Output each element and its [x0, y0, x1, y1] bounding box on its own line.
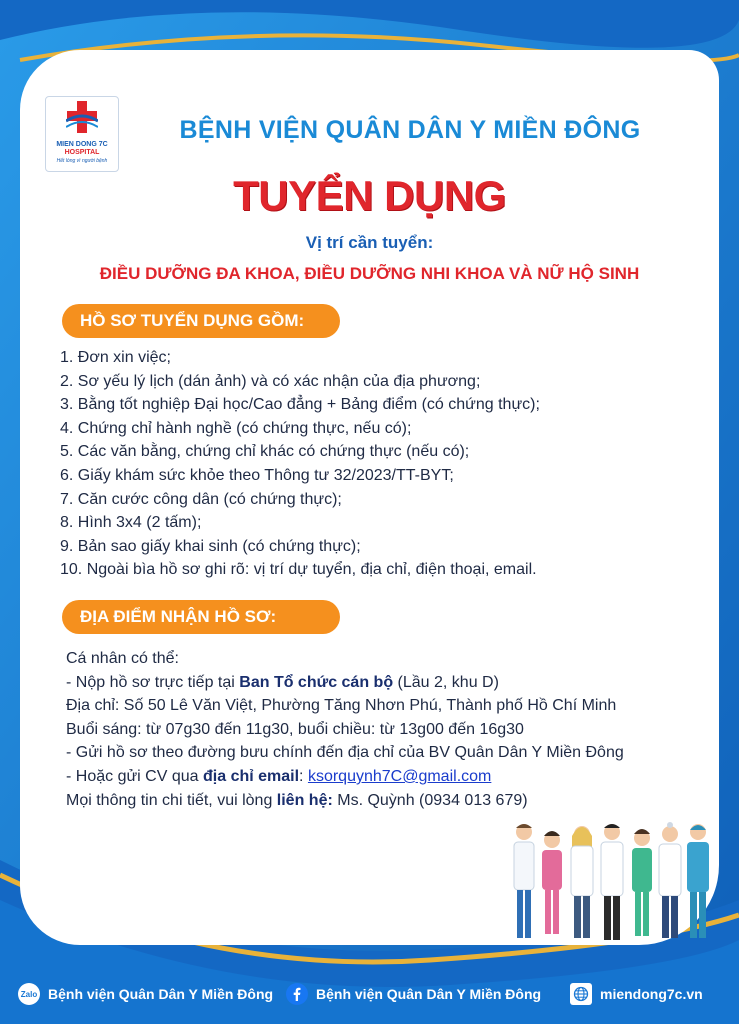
submission-details	[66, 647, 706, 812]
list-item: 4. Chứng chỉ hành nghề (có chứng thực, nếu có);	[60, 419, 412, 437]
list-item: 3. Bằng tốt nghiệp Đại học/Cao đẳng + Bảng điểm (có chứng thực);	[60, 396, 540, 414]
medical-staff-illustration	[502, 818, 717, 948]
footer-website[interactable]	[570, 982, 703, 1006]
list-item: 2. Sơ yếu lý lịch (dán ảnh) và có xác nhận của địa phương;	[60, 372, 481, 390]
documents-heading: HỒ SƠ TUYỂN DỤNG GỒM:	[62, 304, 340, 338]
footer-zalo[interactable]	[18, 982, 273, 1006]
submission-address: Địa chỉ: Số 50 Lê Văn Việt, Phường Tăng Nhơn Phú, Thành phố Hồ Chí Minh	[66, 697, 617, 715]
logo-hospital: HOSPITAL	[64, 149, 100, 156]
submission-email: - Hoặc gửi CV qua địa chỉ email: ksorquynh7C@gmail.com	[66, 767, 492, 785]
globe-icon	[570, 983, 592, 1005]
list-item: 7. Căn cước công dân (có chứng thực);	[60, 490, 342, 508]
footer-zalo-label: Bệnh viện Quân Dân Y Miền Đông	[48, 986, 274, 1002]
page-title: TUYỂN DỤNG	[233, 172, 506, 219]
hospital-logo	[45, 96, 119, 172]
submission-contact: Mọi thông tin chi tiết, vui lòng liên hệ: Ms. Quỳnh (0934 013 679)	[66, 791, 528, 809]
footer-website-label: miendong7c.vn	[600, 986, 703, 1002]
list-item: 1. Đơn xin việc;	[60, 349, 171, 366]
list-item: 9. Bản sao giấy khai sinh (có chứng thực);	[60, 537, 361, 555]
list-item: 6. Giấy khám sức khỏe theo Thông tư 32/2023/TT-BYT;	[60, 466, 454, 484]
facebook-icon	[286, 983, 308, 1005]
footer-facebook-label: Bệnh viện Quân Dân Y Miền Đông	[316, 986, 542, 1002]
submission-intro: Cá nhân có thể:	[66, 650, 179, 667]
logo-slogan: Hết lòng vì người bệnh	[56, 158, 108, 164]
email-link[interactable]: ksorquynh7C@gmail.com	[307, 767, 492, 785]
medical-cross-icon	[66, 101, 98, 137]
zalo-icon: Zalo	[18, 983, 40, 1005]
list-item: 5. Các văn bằng, chứng chỉ khác có chứng thực (nếu có);	[60, 443, 470, 461]
footer	[0, 972, 739, 1016]
documents-list	[60, 346, 680, 582]
submission-direct: - Nộp hồ sơ trực tiếp tại Ban Tổ chức cán bộ (Lầu 2, khu D)	[66, 673, 499, 691]
logo-name: MIEN DONG 7C	[56, 141, 108, 148]
list-item: 10. Ngoài bìa hồ sơ ghi rõ: vị trí dự tuyển, địa chỉ, điện thoại, email.	[60, 561, 537, 579]
footer-facebook[interactable]	[286, 982, 541, 1006]
submission-postal: - Gửi hồ sơ theo đường bưu chính đến địa chỉ của BV Quân Dân Y Miền Đông	[66, 744, 624, 762]
position-label: Vị trí cần tuyển:	[305, 233, 434, 252]
list-item: 8. Hình 3x4 (2 tấm);	[60, 514, 202, 532]
submission-hours: Buổi sáng: từ 07g30 đến 11g30, buổi chiều: từ 13g00 đến 16g30	[66, 720, 524, 738]
submission-heading: ĐỊA ĐIỂM NHẬN HỒ SƠ:	[62, 600, 340, 634]
hospital-name: BỆNH VIỆN QUÂN DÂN Y MIỀN ĐÔNG	[179, 116, 641, 144]
position-value: ĐIỀU DƯỠNG ĐA KHOA, ĐIỀU DƯỠNG NHI KHOA VÀ NỮ HỘ SINH	[99, 264, 640, 283]
